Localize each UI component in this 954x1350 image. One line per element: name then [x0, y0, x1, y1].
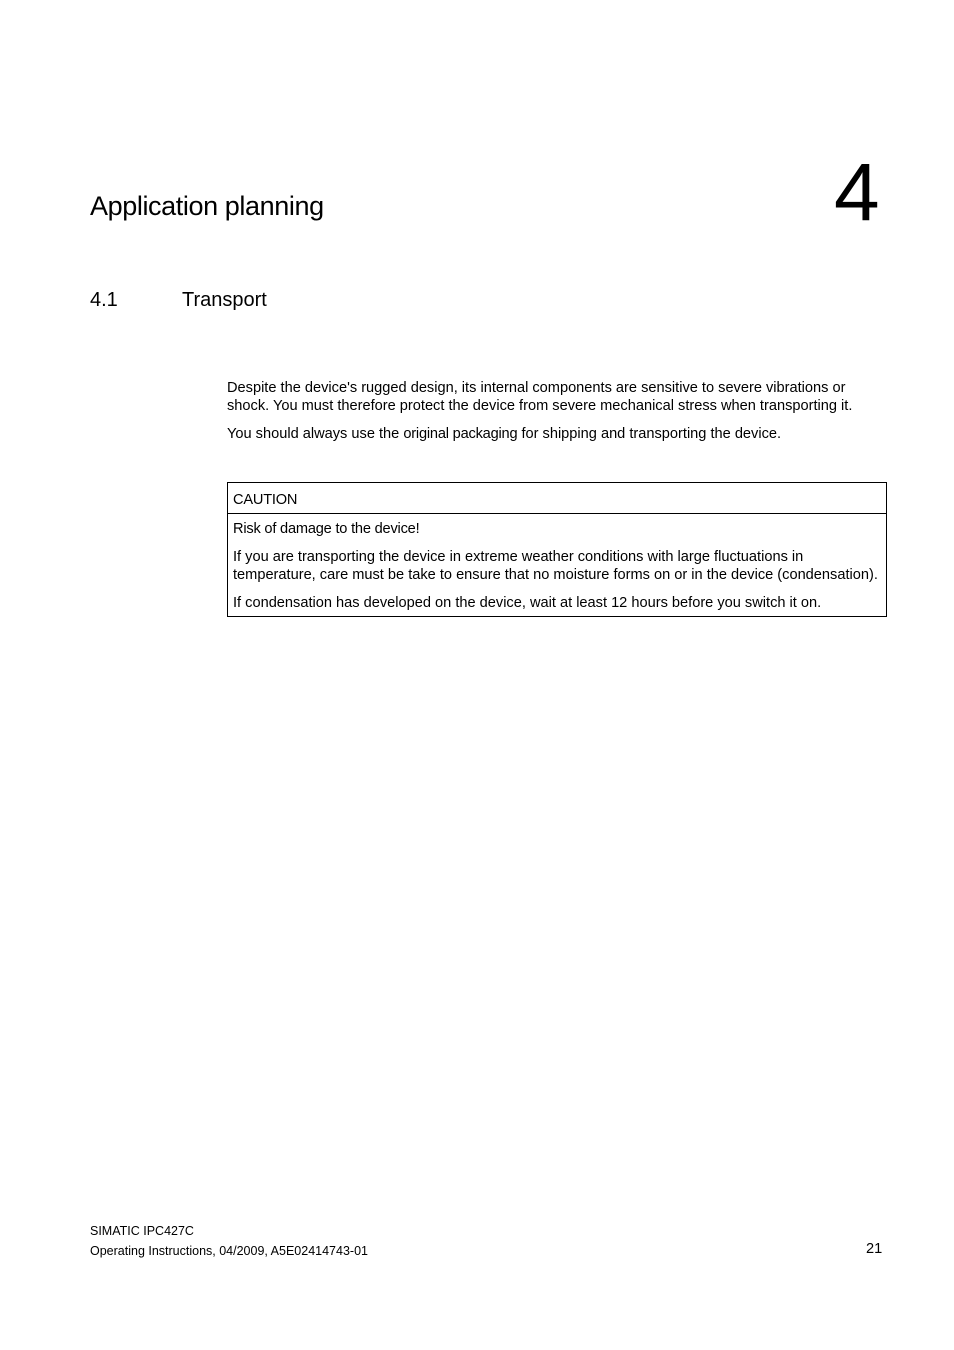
emphasized-term: original packaging	[403, 426, 518, 442]
paragraph-text: You should always use the	[227, 426, 404, 442]
body-text	[227, 379, 887, 453]
chapter-title: Application planning	[90, 191, 324, 221]
caution-paragraph: If condensation has developed on the device, wait at least 12 hours before you switch it on.	[233, 595, 822, 611]
caution-content	[228, 514, 886, 616]
caution-box	[227, 482, 887, 617]
section-title: Transport	[182, 289, 267, 311]
chapter-number: 4	[834, 147, 880, 238]
footer-document-info: Operating Instructions, 04/2009, A5E02414743-01	[90, 1244, 368, 1258]
caution-subheading: Risk of damage to the device!	[233, 521, 420, 537]
body-paragraph: Despite the device's rugged design, its internal components are sensitive to severe vibrations or shock. You must therefore protect the device from severe mechanical stress when transporting it.	[227, 380, 853, 414]
page-number: 21	[866, 1241, 883, 1257]
section-number: 4.1	[90, 289, 118, 311]
caution-heading: CAUTION	[228, 483, 886, 514]
caution-paragraph: If you are transporting the device in extreme weather conditions with large fluctuations in temperature, care must be take to ensure that no moisture forms on or in the device (condensation).	[233, 549, 878, 583]
body-paragraph-packaging	[227, 425, 887, 443]
paragraph-text: for shipping and transporting the device.	[517, 426, 782, 442]
footer-product-name: SIMATIC IPC427C	[90, 1224, 194, 1238]
